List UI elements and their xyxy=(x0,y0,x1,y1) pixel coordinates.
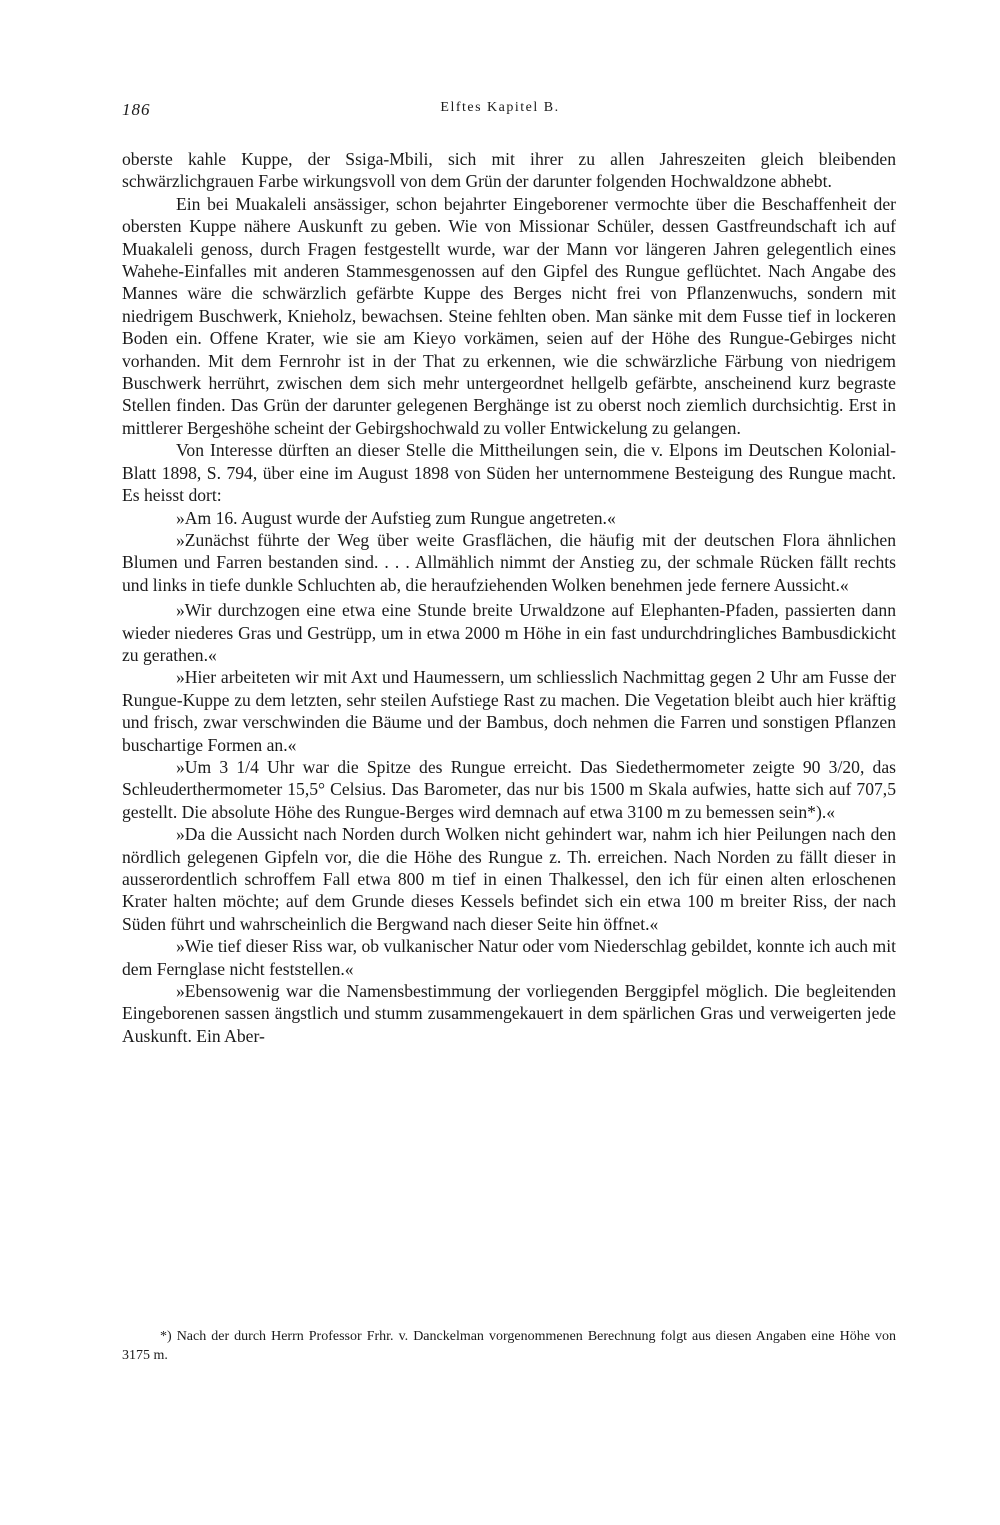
quote-paragraph: »Wie tief dieser Riss war, ob vulkanischer Natur oder vom Niederschlag gebildet, konnte ich auch mit dem Fernglase nicht feststellen.« xyxy=(122,936,896,979)
quote-paragraph: »Wir durchzogen eine etwa eine Stunde breite Urwaldzone auf Elephanten-Pfaden, passierten dann wieder niederes Gras und Gestrüpp, um in etwa 2000 m Höhe in ein fast undurchdringliches Bambusdickicht zu gerathen.« xyxy=(122,600,896,665)
paragraph: Von Interesse dürften an dieser Stelle die Mittheilungen sein, die v. Elpons im Deutschen Kolonial-Blatt 1898, S. 794, über eine im August 1898 von Süden her unternommene Besteigung des Rungue macht. Es heisst dort: xyxy=(122,440,896,506)
quote-paragraph: »Hier arbeiteten wir mit Axt und Haumessern, um schliesslich Nachmittag gegen 2 Uhr am Fusse der Rungue-Kuppe zu dem letzten, sehr steilen Aufstiege Rast zu machen. Die Vegetation bleibt auch hier kräftig und frisch, zwar verschwinden die Bäume und der Bambus, doch nehmen die Farren und sonstigen Pflanzen buschartige Formen an.« xyxy=(122,667,896,755)
body-text xyxy=(122,148,896,1047)
paragraph: Ein bei Muakaleli ansässiger, schon bejahrter Eingeborener vermochte über die Beschaffenheit der obersten Kuppe nähere Auskunft zu geben. Wie von Missionar Schüler, dessen Gastfreundschaft ich auf Muakaleli genoss, durch Fragen festgestellt wurde, war der Mann vor längeren Jahren gelegentlich eines Wahehe-Einfalles mit anderen Stammesgenossen auf den Gipfel des Rungue geflüchtet. Nach Angabe des Mannes wäre die schwärzlich gefärbte Kuppe des Berges nicht frei von Pflanzenwuchs, sondern mit niedrigem Buschwerk, Knieholz, bewachsen. Steine fehlten oben. Man sänke mit dem Fusse tief in lockeren Boden ein. Offene Krater, wie sie am Kieyo vorkämen, seien auf der Höhe des Rungue-Gebirges nicht vorhanden. Mit dem Fernrohr ist in der That zu erkennen, wie die schwärzliche Färbung von niedrigem Buschwerk herrührt, zwischen dem sich mehr untergeordnet hellgelb gefärbte, anscheinend kurz begraste Stellen finden. Das Grün der darunter gelegenen Berghänge ist zu oberst noch ziemlich durchsichtig. Erst in mittlerer Bergeshöhe scheint der Gebirgshochwald zu voller Entwickelung zu gelangen. xyxy=(122,193,896,438)
quote-paragraph: »Am 16. August wurde der Aufstieg zum Rungue angetreten.« xyxy=(176,507,616,528)
footnote xyxy=(122,1327,896,1365)
running-head: Elftes Kapitel B. xyxy=(440,100,560,115)
quote-paragraph: »Um 3 1/4 Uhr war die Spitze des Rungue erreicht. Das Siedethermometer zeigte 90 3/20, das Schleuderthermometer 15,5° Celsius. Das Barometer, das nur bis 1500 m Skala aufwies, hatte sich auf 707,5 gestellt. Die absolute Höhe des Rungue-Berges wird demnach auf etwa 3100 m zu bemessen sein*).« xyxy=(122,756,896,822)
quote-paragraph: »Da die Aussicht nach Norden durch Wolken nicht gehindert war, nahm ich hier Peilungen nach den nördlich gelegenen Gipfeln vor, die die Höhe des Rungue z. Th. erreichen. Nach Norden zu fällt dieser in ausserordentlich schroffem Fall etwa 800 m tief in einen Thalkessel, den ich für einen alten erloschenen Krater halten möchte; auf dem Grunde dieses Kessels befindet sich ein etwa 100 m breiter Riss, der nach Süden führt und wahrscheinlich die Bergwand nach dieser Seite hin öffnet.« xyxy=(122,824,896,934)
page-number: 186 xyxy=(122,100,151,119)
paragraph: oberste kahle Kuppe, der Ssiga-Mbili, sich mit ihrer zu allen Jahreszeiten gleich bleibenden schwärzlichgrauen Farbe wirkungsvoll von dem Grün der darunter folgenden Hochwaldzone abhebt. xyxy=(122,149,896,192)
footnote-text: *) Nach der durch Herrn Professor Frhr. v. Danckelman vorgenommenen Berechnung folgt aus diesen Angaben eine Höhe von 3175 m. xyxy=(122,1329,896,1363)
quote-paragraph: »Ebensowenig war die Namensbestimmung der vorliegenden Berggipfel möglich. Die begleitenden Eingeborenen sassen ängstlich und stumm zusammengekauert in dem spärlichen Gras und verweigerten jede Auskunft. Ein Aber- xyxy=(122,981,896,1046)
quote-paragraph: »Zunächst führte der Weg über weite Grasflächen, die häufig mit der deutschen Flora ähnlichen Blumen und Farren bestanden sind. . . . Allmählich nimmt der Anstieg zu, der schmale Rücken fällt rechts und links in tiefe dunkle Schluchten ab, die heraufziehenden Wolken benehmen jede fernere Aussicht.« xyxy=(122,529,896,595)
